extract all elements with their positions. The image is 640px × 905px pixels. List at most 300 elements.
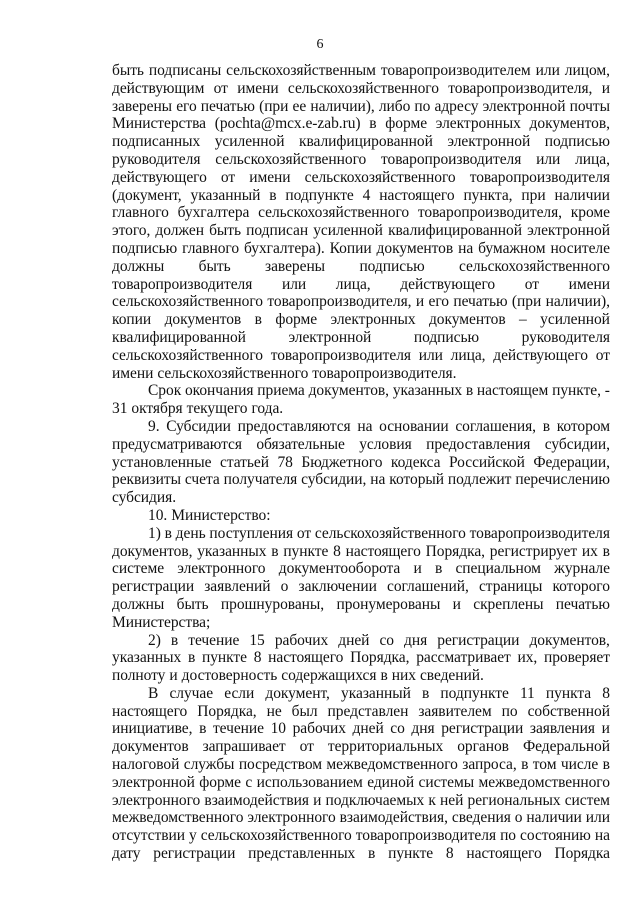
- word: документов: [164, 311, 242, 329]
- word: сельскохозяйственного: [459, 257, 610, 275]
- word: счета: [184, 471, 220, 489]
- word: документооборота: [278, 560, 401, 578]
- word: его: [428, 293, 449, 311]
- word: налоговой: [112, 756, 180, 774]
- word: перечислению: [515, 471, 610, 489]
- word: или: [281, 275, 307, 293]
- word: течение: [212, 720, 264, 738]
- word: подписанных: [112, 133, 201, 151]
- word: указанных: [197, 542, 267, 560]
- word: территориальных: [327, 738, 444, 756]
- word: со: [390, 720, 405, 738]
- text-line: [112, 382, 610, 400]
- word: электронной: [112, 773, 195, 791]
- word: товаропроизводителя: [270, 346, 411, 364]
- word: быть: [209, 222, 242, 240]
- word: документов: [376, 239, 454, 257]
- word: бухгалтера).: [244, 239, 325, 257]
- word: печатью: [555, 595, 610, 613]
- word: должны: [112, 257, 165, 275]
- word: подписан: [246, 222, 309, 240]
- text-line: [112, 525, 610, 543]
- word: 8: [602, 684, 610, 702]
- word: соглашений,: [386, 578, 469, 596]
- word: указанных: [112, 649, 182, 667]
- text-line: [112, 685, 610, 703]
- word: по: [500, 827, 517, 845]
- word: форме: [199, 773, 242, 791]
- word: региональных: [467, 791, 561, 809]
- word: усиленной: [540, 311, 610, 329]
- text-line: [112, 845, 610, 863]
- word: Российской: [448, 453, 525, 471]
- word: Министерства;: [112, 613, 211, 631]
- word: руководителя: [112, 150, 201, 168]
- word: в: [170, 631, 179, 649]
- word: заключении: [298, 578, 377, 596]
- word: Бюджетного: [301, 453, 383, 471]
- word: если: [224, 684, 255, 702]
- word: товаропроизводителя,: [267, 293, 412, 311]
- word: товаропроизводителя: [469, 524, 610, 542]
- word: использованием: [256, 773, 363, 791]
- word: документов,: [529, 115, 610, 133]
- word: быть: [112, 62, 144, 79]
- word: пункте: [283, 542, 329, 560]
- word: лицом,: [564, 62, 610, 79]
- text-line: [112, 649, 610, 667]
- word: них: [391, 667, 416, 685]
- word: пункте: [388, 845, 434, 863]
- text-line: [112, 62, 610, 80]
- text-line: [112, 187, 610, 205]
- word: сведений.: [419, 667, 484, 685]
- word: должен: [155, 222, 204, 240]
- word: (pochta@mcx.e-zab.ru): [214, 115, 361, 133]
- word: сельскохозяйственного: [112, 346, 263, 364]
- word: полноту: [112, 667, 166, 685]
- word: которого: [552, 578, 610, 596]
- word: сельскохозяйственного: [287, 79, 439, 97]
- word: предоставляются: [237, 417, 351, 435]
- word: межведомственного: [478, 773, 610, 791]
- word: в: [542, 417, 550, 435]
- word: пункта: [545, 684, 592, 702]
- word: товаропроизводителя,: [417, 204, 562, 222]
- word: бухгалтера: [177, 204, 250, 222]
- word: запроса,: [462, 756, 517, 774]
- word: 10.: [148, 506, 168, 524]
- word: электронной: [288, 328, 372, 346]
- text-line: [112, 560, 610, 578]
- word: случае: [169, 684, 214, 702]
- word: пункта,: [463, 186, 513, 204]
- word: Порядка: [554, 845, 610, 863]
- word: 4: [362, 186, 371, 204]
- word: на: [357, 417, 373, 435]
- word: имени: [249, 168, 291, 186]
- text-line: [112, 169, 610, 187]
- text-line: [112, 98, 610, 116]
- word: лица,: [335, 275, 371, 293]
- word: Федеральной: [522, 738, 610, 756]
- word: настоящем: [476, 382, 549, 400]
- word: форме: [275, 311, 318, 329]
- word: 8: [333, 542, 341, 560]
- word: числе: [560, 756, 599, 774]
- word: том: [532, 756, 557, 774]
- word: содержащихся: [281, 667, 377, 685]
- word: регистрирует: [489, 542, 578, 560]
- word: поступления: [209, 524, 294, 542]
- word: сельскохозяйственного: [304, 168, 456, 186]
- text-line: [112, 80, 610, 98]
- word: и: [452, 595, 461, 613]
- word: копии: [112, 311, 152, 329]
- word: на: [458, 239, 474, 257]
- word: в: [465, 382, 474, 400]
- text-line: [112, 738, 610, 756]
- word: страницы: [478, 578, 543, 596]
- text-line: [112, 436, 610, 454]
- word: 15: [249, 631, 265, 649]
- word: в: [164, 524, 172, 542]
- word: электронного: [112, 791, 201, 809]
- word: взаимодействия,: [339, 809, 448, 827]
- word: от: [213, 79, 228, 97]
- word: 31: [112, 400, 128, 418]
- text-line: [112, 792, 610, 810]
- word: субсидии,: [544, 435, 610, 453]
- word: главного: [182, 239, 240, 257]
- word: и: [415, 293, 425, 311]
- word: при: [521, 186, 546, 204]
- word: субсидия.: [112, 489, 177, 507]
- word: подписью: [359, 257, 425, 275]
- word: пункте,: [552, 382, 601, 400]
- word: в: [380, 667, 388, 685]
- word: скреплены: [473, 595, 544, 613]
- text-line: [112, 222, 610, 240]
- word: 8: [445, 845, 454, 863]
- word: систем: [564, 791, 610, 809]
- word: электронных: [330, 311, 416, 329]
- word: 2): [148, 631, 161, 649]
- word: службы: [183, 756, 235, 774]
- word: дня: [404, 631, 428, 649]
- word: быть: [198, 257, 231, 275]
- word: товаропроизводителя,: [448, 79, 593, 97]
- word: В: [148, 684, 159, 702]
- word: товаропроизводителя.: [312, 364, 457, 382]
- word: сельскохозяйственного: [215, 150, 367, 168]
- word: пункте: [201, 649, 247, 667]
- word: документов,: [529, 631, 610, 649]
- word: товаропроизводителя: [469, 168, 610, 186]
- word: в: [187, 649, 196, 667]
- word: подписаны: [148, 62, 222, 79]
- word: и: [601, 720, 610, 738]
- word: 1): [148, 524, 161, 542]
- word: печатью: [453, 293, 508, 311]
- word: товаропроизводителя: [381, 150, 522, 168]
- word: приема: [257, 382, 305, 400]
- word: рассматривает: [416, 649, 511, 667]
- word: кодекса: [390, 453, 441, 471]
- word: документов,: [112, 542, 193, 560]
- word: Срок: [148, 382, 182, 400]
- word: предусматриваются: [112, 435, 242, 453]
- word: настоящего: [379, 186, 455, 204]
- word: настоящего: [112, 702, 188, 720]
- text-line: [112, 667, 610, 685]
- text-line: [112, 151, 610, 169]
- word: или: [536, 150, 561, 168]
- word: лица,: [575, 150, 610, 168]
- text-line: [112, 827, 610, 845]
- word: течение: [188, 631, 240, 649]
- word: межведомственного: [326, 756, 458, 774]
- word: субсидии,: [301, 471, 367, 489]
- word: окончания: [184, 382, 254, 400]
- text-line: [112, 347, 610, 365]
- word: заявлений: [204, 578, 271, 596]
- text-line: [112, 614, 610, 632]
- text-line: [112, 311, 610, 329]
- word: или: [585, 809, 610, 827]
- word: Порядка,: [425, 542, 486, 560]
- word: рабочих: [292, 720, 346, 738]
- word: настоящего: [466, 845, 542, 863]
- word: -: [604, 382, 610, 400]
- word: представленных: [248, 845, 356, 863]
- word: пронумерованы: [336, 595, 441, 613]
- text-line: [112, 329, 610, 347]
- word: указанных: [392, 382, 463, 400]
- word: и: [413, 560, 422, 578]
- word: носителе: [550, 239, 610, 257]
- word: электронной: [447, 133, 531, 151]
- text-line: [112, 133, 610, 151]
- word: их,: [517, 649, 538, 667]
- word: заверены: [265, 257, 326, 275]
- word: регистрации: [112, 578, 195, 596]
- word: 9.: [148, 417, 160, 435]
- word: товаропроизводителя: [355, 827, 497, 845]
- word: настоящего: [345, 542, 421, 560]
- word: дней: [352, 720, 384, 738]
- page-number: 6: [316, 37, 324, 52]
- word: достоверность: [181, 667, 278, 685]
- word: дней: [338, 631, 370, 649]
- word: сельскохозяйственного: [314, 524, 466, 542]
- word: подпункте: [285, 186, 354, 204]
- text-line: [112, 578, 610, 596]
- word: 11: [519, 684, 535, 702]
- word: в: [368, 845, 376, 863]
- text-line: [112, 258, 610, 276]
- word: подпункте: [440, 684, 509, 702]
- text-line: [112, 543, 610, 561]
- word: в: [421, 684, 430, 702]
- word: Министерство:: [171, 506, 271, 524]
- word: с: [245, 773, 253, 791]
- word: адресу: [434, 97, 479, 115]
- word: по: [501, 702, 518, 720]
- text-line: [112, 489, 610, 507]
- text-line: [112, 703, 610, 721]
- word: в: [271, 542, 279, 560]
- word: действующего: [400, 275, 496, 293]
- word: Субсидии: [166, 417, 231, 435]
- word: единой: [367, 773, 415, 791]
- word: системы: [418, 773, 475, 791]
- text-line: [112, 204, 610, 222]
- word: наличии: [554, 186, 610, 204]
- word: –: [519, 311, 527, 329]
- word: и: [313, 791, 322, 809]
- text-line: [112, 293, 610, 311]
- word: имени: [568, 275, 610, 293]
- word: подписью: [413, 328, 480, 346]
- text-line: [112, 507, 610, 525]
- word: электронной: [527, 222, 610, 240]
- word: усиленной: [313, 222, 383, 240]
- word: Федерации,: [533, 453, 610, 471]
- word: соглашения,: [455, 417, 536, 435]
- word: почты: [569, 97, 610, 115]
- word: подписью: [544, 133, 610, 151]
- word: указанный: [341, 684, 411, 702]
- word: в: [269, 186, 277, 204]
- word: лица,: [450, 346, 486, 364]
- word: либо: [378, 97, 411, 115]
- word: подключаемых: [325, 791, 425, 809]
- text-line: [112, 471, 610, 489]
- word: ней: [440, 791, 464, 809]
- word: со: [379, 631, 394, 649]
- word: котором: [556, 417, 610, 435]
- word: в: [199, 720, 207, 738]
- word: (документ,: [112, 186, 182, 204]
- word: от: [524, 275, 539, 293]
- text-line: [112, 276, 610, 294]
- word: получателя: [223, 471, 298, 489]
- word: у: [189, 827, 197, 845]
- word: действующего: [493, 346, 589, 364]
- word: форме: [385, 115, 428, 133]
- word: сельскохозяйственного: [112, 293, 263, 311]
- word: взаимодействия: [204, 791, 309, 809]
- word: прошнурованы,: [220, 595, 325, 613]
- word: или: [418, 346, 443, 364]
- word: электронной: [482, 97, 566, 115]
- word: настоящего: [268, 649, 344, 667]
- word: наличии),: [310, 97, 375, 115]
- word: установленные: [112, 453, 212, 471]
- word: 10: [270, 720, 286, 738]
- word: документов: [112, 738, 189, 756]
- word: сельскохозяйственным: [226, 62, 376, 79]
- word: бумажном: [478, 239, 546, 257]
- word: межведомственного: [112, 809, 244, 827]
- word: быть: [176, 595, 209, 613]
- text-line: [112, 774, 610, 792]
- word: предоставления: [426, 435, 531, 453]
- word: Министерства: [112, 115, 206, 133]
- word: регистрации: [153, 845, 236, 863]
- word: заверены: [112, 97, 173, 115]
- word: и: [601, 79, 610, 97]
- word: системе: [112, 560, 165, 578]
- word: рабочих: [274, 631, 329, 649]
- document-body: [112, 62, 610, 863]
- word: усиленной: [214, 133, 285, 151]
- word: дату: [112, 845, 141, 863]
- word: журнале: [554, 560, 610, 578]
- word: подлежит: [447, 471, 512, 489]
- text-line: [112, 115, 610, 133]
- word: имени: [112, 364, 154, 382]
- word: органов: [457, 738, 509, 756]
- word: был: [291, 702, 318, 720]
- word: условия: [359, 435, 412, 453]
- word: документов,: [308, 382, 390, 400]
- word: реквизиты: [112, 471, 181, 489]
- word: руководителя: [521, 328, 610, 346]
- word: к: [428, 791, 436, 809]
- word: в: [434, 560, 443, 578]
- word: печатью: [200, 97, 255, 115]
- word: квалифицированной: [298, 133, 433, 151]
- text-line: [112, 809, 610, 827]
- word: действующим: [112, 79, 205, 97]
- word: указанный: [190, 186, 261, 204]
- word: инициативе,: [112, 720, 193, 738]
- word: сельскохозяйственного: [258, 204, 410, 222]
- word: Копии: [329, 239, 372, 257]
- word: от: [595, 346, 610, 364]
- word: документ,: [265, 684, 330, 702]
- word: от: [220, 168, 236, 186]
- word: действующего: [112, 168, 207, 186]
- word: года.: [251, 400, 284, 418]
- word: и: [169, 667, 178, 685]
- word: в: [602, 756, 610, 774]
- word: статьей: [219, 453, 269, 471]
- word: о: [280, 578, 289, 596]
- word: посредством: [238, 756, 323, 774]
- text-line: [112, 400, 610, 418]
- word: основании: [379, 417, 449, 435]
- word: документов: [428, 311, 506, 329]
- text-line: [112, 720, 610, 738]
- word: (при: [511, 293, 542, 311]
- word: их: [581, 542, 598, 560]
- word: запрашивает: [202, 738, 286, 756]
- word: 8: [253, 649, 262, 667]
- word: дня: [411, 720, 435, 738]
- text-line: [112, 454, 610, 472]
- word: в: [369, 115, 377, 133]
- word: собственной: [527, 702, 610, 720]
- word: заявления: [529, 720, 596, 738]
- word: от: [296, 524, 312, 542]
- word: проверяет: [543, 649, 610, 667]
- word: наличии),: [545, 293, 610, 311]
- word: по: [414, 97, 431, 115]
- word: о: [514, 809, 523, 827]
